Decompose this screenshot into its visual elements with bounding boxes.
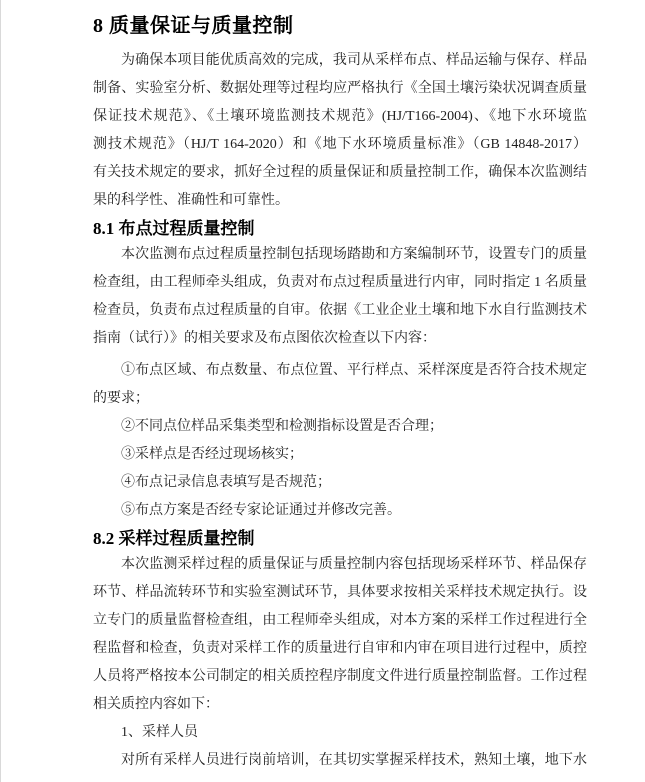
text-line: 的要求； xyxy=(93,391,149,406)
text-line: 果的科学性、准确性和可靠性。 xyxy=(93,193,289,208)
text-line: 保证技术规范》、《土壤环境监测技术规范》(HJ/T166-2004)、《地下水环境监 xyxy=(93,109,587,124)
paragraph xyxy=(93,719,587,747)
paragraph xyxy=(93,413,587,441)
paragraph xyxy=(93,747,587,775)
text-line: 程监督和检查，负责对采样工作的质量进行自审和内审在项目进行过程中，质控 xyxy=(93,641,587,656)
text-line: 本次监测布点过程质量控制包括现场踏勘和方案编制环节，设置专门的质量 xyxy=(121,247,587,262)
paragraph xyxy=(93,47,587,215)
text-line: 相关质控内容如下： xyxy=(93,697,219,712)
text-line: ④布点记录信息表填写是否规范； xyxy=(121,475,331,490)
section-heading: 8.1 布点过程质量控制 xyxy=(93,219,255,238)
text-line: 本次监测采样过程的质量保证与质量控制内容包括现场采样环节、样品保存 xyxy=(121,557,587,572)
paragraph xyxy=(93,241,587,353)
paragraph xyxy=(93,497,587,525)
text-line: 测技术规范》（HJ/T 164-2020）和《地下水环境质量标准》（GB 14848-2017） xyxy=(93,137,587,152)
text-line: 检查员，负责布点过程质量的自审。依据《工业企业土壤和地下水自行监测技术 xyxy=(93,303,587,318)
text-line: ③采样点是否经过现场核实； xyxy=(121,447,303,462)
text-line: ①布点区域、布点数量、布点位置、平行样点、采样深度是否符合技术规定 xyxy=(121,363,587,378)
paragraph xyxy=(93,357,587,413)
page-left-border xyxy=(0,0,1,782)
document-content xyxy=(93,13,587,775)
text-line: 有关技术规定的要求，抓好全过程的质量保证和质量控制工作，确保本次监测结 xyxy=(93,165,587,180)
text-line: 检查组，由工程师牵头组成，负责对布点过程质量进行内审，同时指定 1 名质量 xyxy=(93,275,587,290)
section-heading: 8.2 采样过程质量控制 xyxy=(93,529,255,548)
text-line: 制备、实验室分析、数据处理等过程均应严格执行《全国土壤污染状况调查质量 xyxy=(93,81,587,96)
text-line: 人员将严格按本公司制定的相关质控程序制度文件进行质量控制监督。工作过程 xyxy=(93,669,587,684)
text-line: 为确保本项目能优质高效的完成，我司从采样布点、样品运输与保存、样品 xyxy=(121,53,587,68)
text-line: 指南（试行）》的相关要求及布点图依次检查以下内容： xyxy=(93,331,436,346)
text-line: 1、采样人员 xyxy=(121,725,198,740)
text-line: 环节、样品流转环节和实验室测试环节，具体要求按相关采样技术规定执行。设 xyxy=(93,585,587,600)
section-heading: 8 质量保证与质量控制 xyxy=(93,15,294,37)
text-line: ②不同点位样品采集类型和检测指标设置是否合理； xyxy=(121,419,443,434)
paragraph xyxy=(93,441,587,469)
text-line: 立专门的质量监督检查组，由工程师牵头组成，对本方案的采样工作过程进行全 xyxy=(93,613,587,628)
text-line: 对所有采样人员进行岗前培训，在其切实掌握采样技术，熟知土壤，地下水 xyxy=(121,753,587,768)
text-line: ⑤布点方案是否经专家论证通过并修改完善。 xyxy=(121,503,401,518)
paragraph xyxy=(93,551,587,719)
paragraph xyxy=(93,469,587,497)
